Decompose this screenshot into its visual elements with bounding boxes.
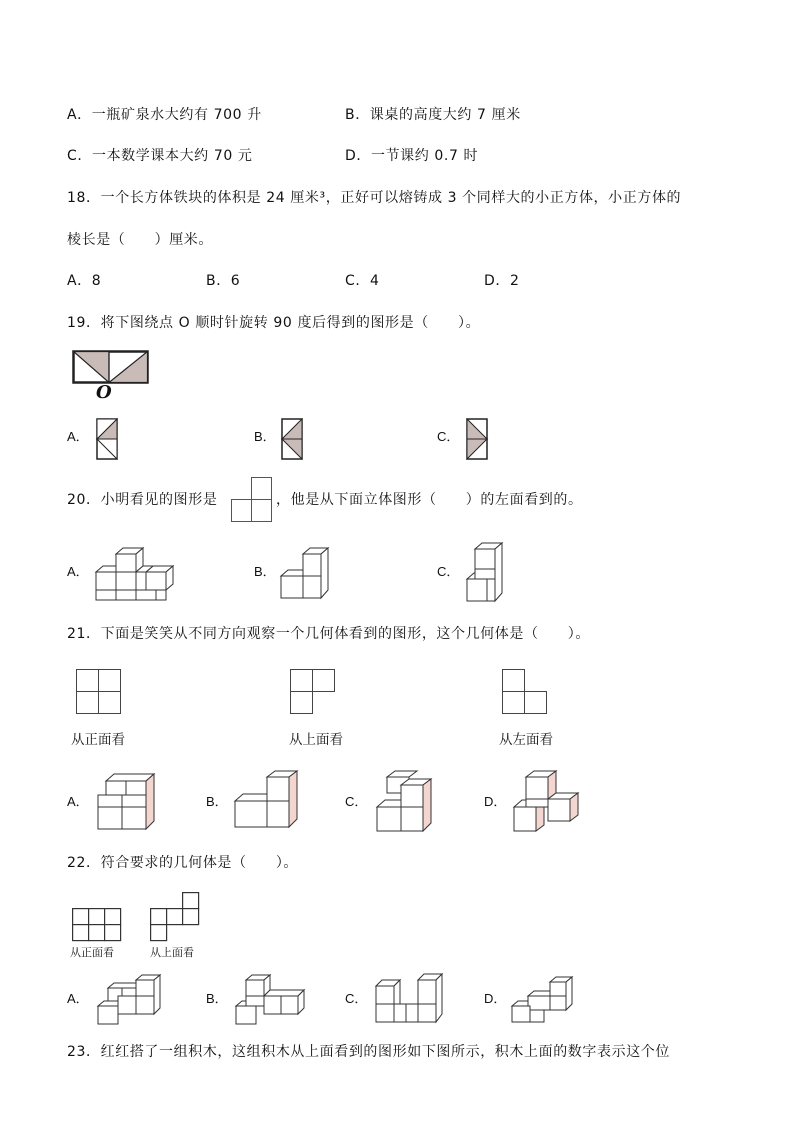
q22-option-c-figure[interactable]	[374, 972, 446, 1026]
q20-question-start: 20．小明看见的图形是	[67, 492, 218, 508]
q22-option-a[interactable]: A．	[67, 991, 89, 1006]
q21-top-view-caption: 从上面看	[289, 732, 343, 748]
q22-option-b[interactable]: B．	[206, 991, 228, 1006]
q21-option-b[interactable]: B．	[206, 794, 228, 809]
q22-front-view-caption: 从正面看	[70, 946, 114, 959]
q21-top-view	[290, 669, 338, 717]
q22-option-c[interactable]: C．	[345, 991, 368, 1006]
q21-front-view-caption: 从正面看	[71, 732, 125, 748]
q22-question: 22．符合要求的几何体是（ ）。	[67, 855, 299, 871]
q18-option-d[interactable]: D．2	[484, 273, 520, 289]
q19-option-c[interactable]: C．	[437, 429, 460, 444]
q22-option-d[interactable]: D．	[484, 991, 507, 1006]
q20-option-a[interactable]: A．	[67, 564, 89, 579]
q19-question: 19．将下图绕点 O 顺时针旋转 90 度后得到的图形是（ ）。	[67, 315, 481, 331]
q19-original-figure	[72, 350, 152, 406]
q22-top-view	[150, 892, 202, 942]
q19-point-o-label: O	[96, 382, 112, 403]
q20-option-b-figure[interactable]	[279, 546, 335, 602]
q19-option-a[interactable]: A．	[67, 429, 89, 444]
q22-top-view-caption: 从上面看	[150, 946, 194, 959]
q20-left-view-figure	[231, 477, 273, 523]
q23-question: 23．红红搭了一组积木，这组积木从上面看到的图形如下图所示，积木上面的数字表示这个位	[67, 1044, 671, 1060]
q20-option-b[interactable]: B．	[254, 564, 276, 579]
q20-option-a-figure[interactable]	[94, 546, 178, 602]
q19-option-b[interactable]: B．	[254, 429, 276, 444]
q17-option-b[interactable]: B．课桌的高度大约 7 厘米	[345, 107, 521, 123]
q22-option-a-figure[interactable]	[96, 974, 166, 1026]
q21-front-view	[76, 669, 124, 717]
q19-option-c-figure[interactable]	[466, 418, 490, 460]
q18-option-c[interactable]: C．4	[345, 273, 380, 289]
q21-option-a-figure[interactable]	[96, 771, 160, 833]
q18-question-line1: 18．一个长方体铁块的体积是 24 厘米³，正好可以熔铸成 3 个同样大的小正方体，小正方体的	[67, 190, 682, 206]
q21-left-view	[502, 669, 550, 717]
q22-option-d-figure[interactable]	[510, 976, 576, 1026]
q21-left-view-caption: 从左面看	[499, 732, 553, 748]
q21-option-a[interactable]: A．	[67, 794, 89, 809]
q18-option-a[interactable]: A．8	[67, 273, 102, 289]
q21-question: 21．下面是笑笑从不同方向观察一个几何体看到的图形，这个几何体是（ ）。	[67, 626, 591, 642]
q17-option-d[interactable]: D．一节课约 0.7 时	[345, 148, 479, 164]
q20-question-end: ，他是从下面立体图形（ ）的左面看到的。	[276, 492, 583, 508]
q21-option-d[interactable]: D．	[484, 794, 507, 809]
q21-option-d-figure[interactable]	[512, 769, 582, 835]
q21-option-c[interactable]: C．	[345, 794, 368, 809]
q17-option-c[interactable]: C．一本数学课本大约 70 元	[67, 148, 253, 164]
q21-option-c-figure[interactable]	[375, 769, 441, 835]
q19-option-b-figure[interactable]	[281, 418, 305, 460]
q17-option-a[interactable]: A．一瓶矿泉水大约有 700 升	[67, 107, 262, 123]
q20-option-c-figure[interactable]	[465, 541, 509, 605]
q18-question-line2: 棱长是（ ）厘米。	[67, 232, 213, 248]
q20-option-c[interactable]: C．	[437, 564, 460, 579]
q21-option-b-figure[interactable]	[233, 769, 303, 833]
q19-option-a-figure[interactable]	[96, 418, 120, 460]
q22-option-b-figure[interactable]	[234, 974, 308, 1026]
q18-option-b[interactable]: B．6	[206, 273, 241, 289]
q22-front-view	[72, 908, 124, 942]
